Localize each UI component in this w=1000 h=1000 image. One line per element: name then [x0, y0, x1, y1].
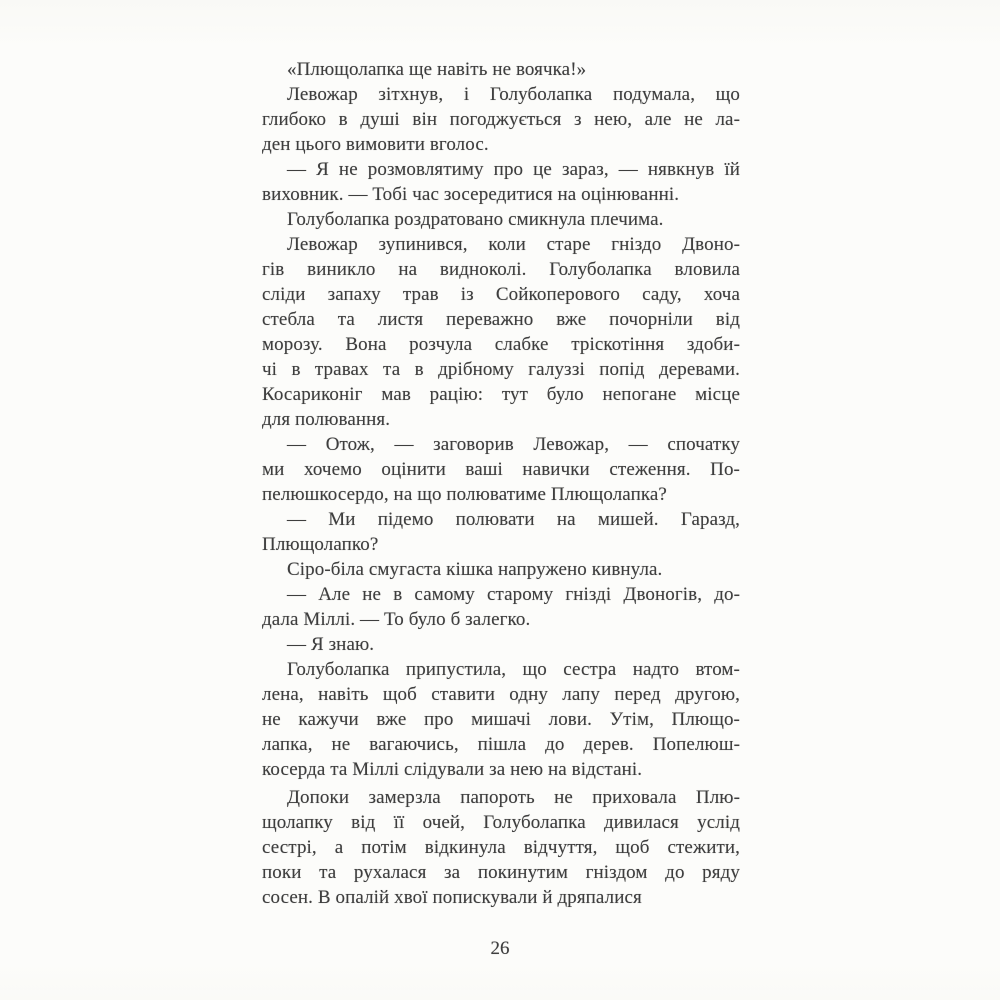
text-line: «Плющолапка ще навіть не воячка!»: [287, 59, 587, 80]
paragraph: [262, 557, 740, 582]
text-line: — Але не в самому старому гнізді Двоногів, до-: [287, 584, 740, 605]
text-line: ми хочемо оцінити ваші навички стеження. По-: [262, 459, 740, 480]
text-line: дала Міллі. — То було б залегко.: [262, 609, 531, 630]
text-line: сестрі, а потім відкинула відчуття, щоб стежити,: [262, 837, 740, 858]
text-line: пелюшкосердо, на що полюватиме Плющолапка?: [262, 484, 667, 505]
text-line: чі в травах та в дрібному галуззі попід деревами.: [262, 359, 740, 380]
text-line: виховник. — Тобі час зосередитися на оцінюванні.: [262, 184, 680, 205]
text-line: стебла та листя переважно вже почорніли від: [262, 309, 740, 330]
text-line: — Я знаю.: [287, 634, 375, 655]
paragraph: [262, 207, 740, 232]
text-line: косерда та Міллі слідували за нею на відстані.: [262, 759, 643, 780]
paragraph: [262, 432, 740, 507]
text-line: сосен. В опалій хвої попискували й дряпалися: [262, 887, 642, 908]
text-line: глибоко в душі він погоджується з нею, але не ла-: [262, 109, 740, 130]
text-line: лапка, не вагаючись, пішла до дерев. Попелюш-: [262, 734, 740, 755]
paragraph: [262, 57, 740, 82]
text-line: для полювання.: [262, 409, 391, 430]
text-line: Косариконіг мав рацію: тут було непогане місце: [262, 384, 740, 405]
text-line: ден цього вимовити вголос.: [262, 134, 489, 155]
text-line: сліди запаху трав із Сойкоперового саду, хоча: [262, 284, 740, 305]
text-line: Голуболапка припустила, що сестра надто втом-: [287, 659, 740, 680]
paragraph: [262, 582, 740, 632]
text-line: морозу. Вона розчула слабке тріскотіння здоби-: [262, 334, 740, 355]
text-line: — Отож, — заговорив Левожар, — спочатку: [287, 434, 740, 455]
text-line: — Ми підемо полювати на мишей. Гаразд,: [287, 509, 740, 530]
text-line: — Я не розмовлятиму про це зараз, — нявкнув їй: [287, 159, 740, 180]
text-line: лена, навіть щоб ставити одну лапу перед другою,: [262, 684, 740, 705]
paragraph: [262, 785, 740, 910]
paragraph: [262, 657, 740, 782]
text-line: Допоки замерзла папороть не приховала Плю-: [287, 787, 740, 808]
text-line: поки та рухалася за покинутим гніздом до ряду: [262, 862, 740, 883]
page-number: 26: [490, 938, 510, 959]
paragraph: [262, 157, 740, 207]
paragraph: [262, 632, 740, 657]
text-line: Плющолапко?: [262, 534, 379, 555]
text-line: Левожар зітхнув, і Голуболапка подумала, що: [287, 84, 740, 105]
text-line: гів виникло на видноколі. Голуболапка вловила: [262, 259, 740, 280]
text-line: не кажучи вже про мишачі лови. Утім, Плющо-: [262, 709, 740, 730]
paragraph: [262, 82, 740, 157]
paragraph: [262, 232, 740, 432]
page-text: [262, 57, 740, 910]
paragraph: [262, 507, 740, 557]
text-line: Левожар зупинився, коли старе гніздо Двоно-: [287, 234, 740, 255]
text-line: Сіро-біла смугаста кішка напружено кивнула.: [287, 559, 663, 580]
text-line: Голуболапка роздратовано смикнула плечима.: [287, 209, 664, 230]
text-line: щолапку від її очей, Голуболапка дивилася услід: [262, 812, 740, 833]
